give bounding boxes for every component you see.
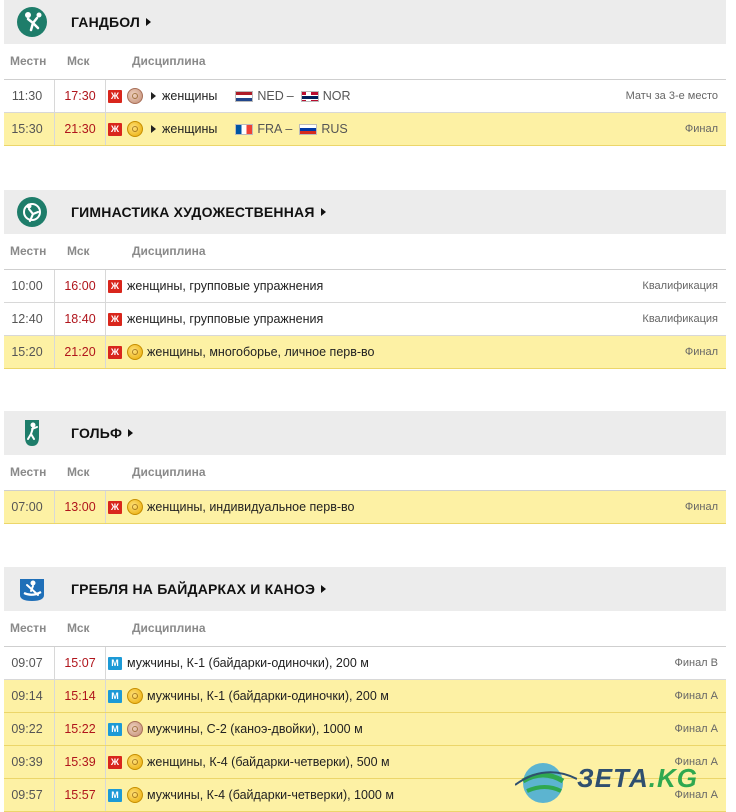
team-1: FRA: [257, 122, 283, 136]
local-time: 07:00: [11, 500, 43, 514]
local-time: 09:22: [11, 722, 43, 736]
discipline-text: мужчины, К-1 (байдарки-одиночки), 200 м: [147, 689, 389, 703]
men-badge: М: [108, 723, 122, 736]
stage-label: Матч за 3-е место: [625, 90, 718, 102]
col-msk: Мск: [67, 465, 90, 479]
stage-label: Финал A: [674, 690, 718, 702]
discipline-text: женщины: [162, 89, 218, 103]
msk-time: 15:07: [54, 647, 106, 679]
expand-arrow-icon[interactable]: [151, 92, 156, 100]
msk-time: 21:20: [54, 336, 106, 368]
gold-medal-icon: [127, 121, 143, 137]
stage-label: Финал A: [674, 723, 718, 735]
event-row[interactable]: [4, 303, 726, 336]
gold-medal-icon: [127, 344, 143, 360]
msk-time: 21:30: [54, 113, 106, 145]
msk-time: 16:00: [54, 270, 106, 302]
msk-time: 18:40: [54, 303, 106, 335]
event-row[interactable]: [4, 680, 726, 713]
local-time: 12:40: [11, 312, 43, 326]
men-badge: М: [108, 690, 122, 703]
chevron-right-icon: [321, 208, 326, 216]
gold-medal-icon: [127, 754, 143, 770]
rhythmic-gymnastics-icon: [16, 196, 48, 228]
column-headers: [4, 234, 726, 270]
col-msk: Мск: [67, 54, 90, 68]
section-title[interactable]: ГАНДБОЛ: [71, 0, 151, 44]
event-row[interactable]: 11:30 17:30 Ж женщины NED – NOR Матч за 3-е место: [4, 80, 726, 113]
women-badge: Ж: [108, 346, 122, 359]
col-discipline: Дисциплина: [132, 621, 206, 635]
sport-section-rhythmic-gymnastics: [4, 190, 726, 369]
msk-time: 15:39: [54, 746, 106, 778]
discipline-text: мужчины, С-2 (каноэ-двойки), 1000 м: [147, 722, 363, 736]
expand-arrow-icon[interactable]: [151, 125, 156, 133]
bronze-medal-icon: [127, 721, 143, 737]
local-time: 10:00: [11, 279, 43, 293]
msk-time: 15:14: [54, 680, 106, 712]
flag-ned-icon: [235, 91, 253, 102]
watermark-text: ЗЕТА.KG: [577, 763, 698, 793]
chevron-right-icon: [321, 585, 326, 593]
flag-nor-icon: [301, 91, 319, 102]
col-local: Местн: [10, 621, 47, 635]
col-msk: Мск: [67, 621, 90, 635]
column-headers: [4, 44, 726, 80]
col-local: Местн: [10, 54, 47, 68]
stage-label: Финал: [684, 501, 718, 513]
local-time: 09:57: [11, 788, 43, 802]
section-header[interactable]: [4, 0, 726, 44]
section-header[interactable]: [4, 567, 726, 611]
stage-label: Финал: [684, 123, 718, 135]
local-time: 09:14: [11, 689, 43, 703]
women-badge: Ж: [108, 756, 122, 769]
col-discipline: Дисциплина: [132, 244, 206, 258]
column-headers: [4, 455, 726, 491]
golf-icon: [16, 417, 48, 449]
msk-time: 13:00: [54, 491, 106, 523]
section-title[interactable]: ГОЛЬФ: [71, 411, 133, 455]
flag-fra-icon: [235, 124, 253, 135]
stage-label: Квалификация: [642, 280, 718, 292]
col-msk: Мск: [67, 244, 90, 258]
discipline-text: мужчины, К-1 (байдарки-одиночки), 200 м: [127, 656, 369, 670]
team-2: NOR: [322, 89, 351, 103]
team-2: RUS: [321, 122, 348, 136]
women-badge: Ж: [108, 90, 122, 103]
event-row[interactable]: [4, 336, 726, 369]
event-row[interactable]: [4, 647, 726, 680]
local-time: 09:39: [11, 755, 43, 769]
event-row[interactable]: 15:30 21:30 Ж женщины FRA – RUS Финал: [4, 113, 726, 146]
women-badge: Ж: [108, 501, 122, 514]
event-row[interactable]: [4, 491, 726, 524]
section-header[interactable]: [4, 190, 726, 234]
men-badge: М: [108, 789, 122, 802]
globe-icon: [515, 755, 577, 807]
msk-time: 17:30: [54, 80, 106, 112]
team-1: NED: [257, 89, 284, 103]
discipline-text: мужчины, К-4 (байдарки-четверки), 1000 м: [147, 788, 394, 802]
chevron-right-icon: [146, 18, 151, 26]
stage-label: Финал: [684, 346, 718, 358]
site-watermark: [515, 755, 733, 807]
event-row[interactable]: [4, 270, 726, 303]
local-time: 09:07: [11, 656, 43, 670]
women-badge: Ж: [108, 123, 122, 136]
event-row[interactable]: [4, 713, 726, 746]
women-badge: Ж: [108, 313, 122, 326]
discipline-text: женщины, К-4 (байдарки-четверки), 500 м: [147, 755, 390, 769]
col-discipline: Дисциплина: [132, 465, 206, 479]
stage-label: Финал A: [674, 756, 718, 768]
chevron-right-icon: [128, 429, 133, 437]
bronze-medal-icon: [127, 88, 143, 104]
handball-icon: [16, 6, 48, 38]
men-badge: М: [108, 657, 122, 670]
sport-section-golf: [4, 411, 726, 524]
local-time: 15:30: [11, 122, 43, 136]
local-time: 15:20: [11, 345, 43, 359]
msk-time: 15:57: [54, 779, 106, 811]
sport-section-handball: [4, 0, 726, 146]
col-discipline: Дисциплина: [132, 54, 206, 68]
gold-medal-icon: [127, 787, 143, 803]
section-header[interactable]: [4, 411, 726, 455]
stage-label: Финал A: [674, 789, 718, 801]
canoe-icon: [16, 573, 48, 605]
gold-medal-icon: [127, 499, 143, 515]
msk-time: 15:22: [54, 713, 106, 745]
discipline-text: женщины, многоборье, личное перв-во: [147, 345, 375, 359]
stage-label: Квалификация: [642, 313, 718, 325]
gold-medal-icon: [127, 688, 143, 704]
stage-label: Финал B: [674, 657, 718, 669]
col-local: Местн: [10, 465, 47, 479]
discipline-text: женщины, индивидуальное перв-во: [147, 500, 355, 514]
discipline-text: женщины, групповые упражнения: [127, 312, 324, 326]
col-local: Местн: [10, 244, 47, 258]
section-title[interactable]: ГИМНАСТИКА ХУДОЖЕСТВЕННАЯ: [71, 190, 326, 234]
column-headers: [4, 611, 726, 647]
local-time: 11:30: [11, 89, 43, 103]
section-title[interactable]: ГРЕБЛЯ НА БАЙДАРКАХ И КАНОЭ: [71, 567, 326, 611]
women-badge: Ж: [108, 280, 122, 293]
discipline-text: женщины, групповые упражнения: [127, 279, 324, 293]
discipline-text: женщины: [162, 122, 218, 136]
flag-rus-icon: [299, 124, 317, 135]
